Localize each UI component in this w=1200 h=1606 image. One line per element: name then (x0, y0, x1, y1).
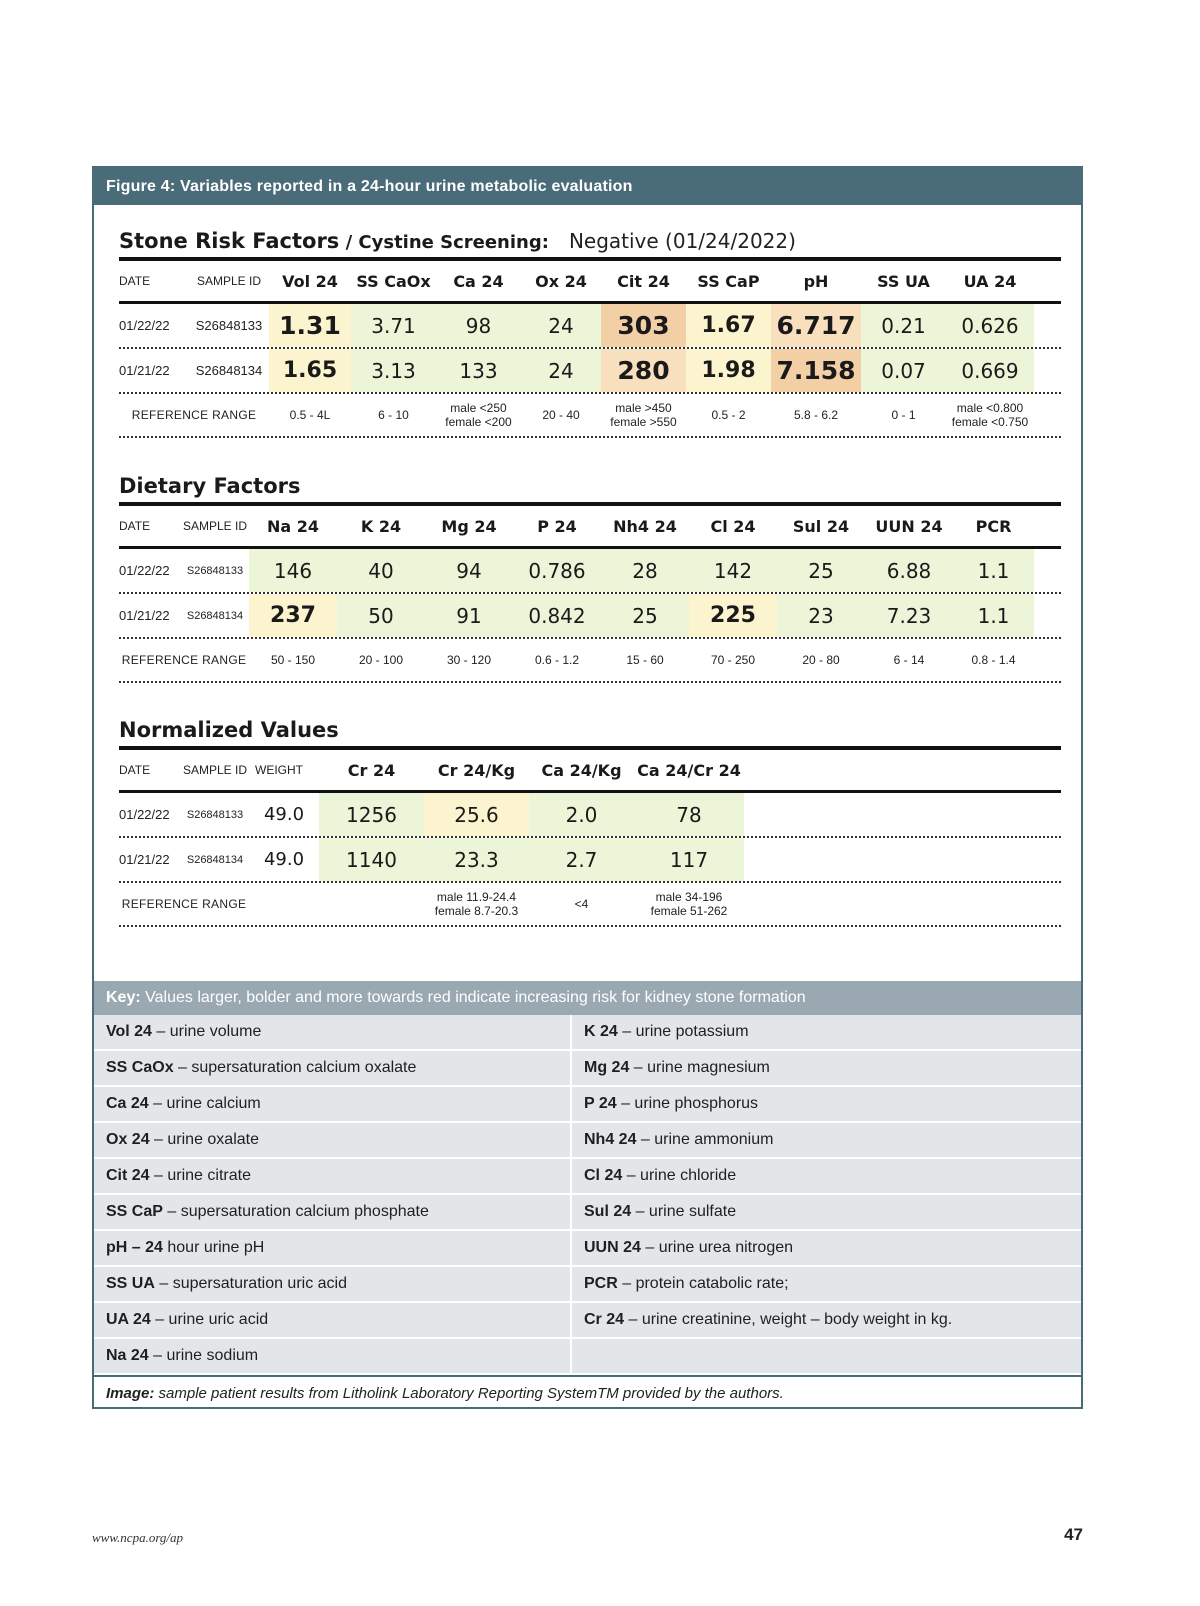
value-cell: 0.07 (861, 349, 946, 392)
cystine-screening-label: Cystine Screening: (358, 232, 549, 253)
value-cell: 78 (634, 793, 744, 836)
sample-id-header: SAMPLE ID (196, 274, 262, 288)
reference-range-row (119, 394, 1061, 438)
col-header: UUN 24 (875, 516, 943, 536)
value-cell: 6.717 (771, 304, 861, 347)
key-item: PCR – protein catabolic rate; (572, 1267, 1081, 1303)
reference-value: 0.8 - 1.4 (971, 653, 1016, 667)
key-item: Na 24 – urine sodium (94, 1339, 572, 1375)
key-item: Mg 24 – urine magnesium (572, 1051, 1081, 1087)
stone-risk-title-main: Stone Risk Factors (119, 229, 340, 253)
key-item: P 24 – urine phosphorus (572, 1087, 1081, 1123)
value-cell: 237 (249, 594, 337, 637)
table-row (119, 838, 1061, 883)
reference-value: male <250 female <200 (445, 401, 512, 429)
sample-id-header: SAMPLE ID (182, 519, 248, 533)
col-header: SS UA (877, 271, 930, 291)
key-item-empty (572, 1339, 1081, 1375)
col-header: Ox 24 (535, 271, 587, 291)
reference-value: 70 - 250 (710, 653, 756, 667)
value-cell: 23.3 (424, 838, 529, 881)
image-caption (94, 1375, 1081, 1411)
key-item: Cl 24 – urine chloride (572, 1159, 1081, 1195)
normalized-title: Normalized Values (119, 710, 1061, 750)
footer-url: www.ncpa.org/ap (92, 1530, 184, 1545)
key-item: pH – 24 hour urine pH (94, 1231, 572, 1267)
value-cell: 40 (337, 549, 425, 592)
value-cell: 7.158 (771, 349, 861, 392)
dietary-header-row (119, 506, 1061, 549)
col-header: SS CaOx (356, 271, 431, 291)
col-header: K 24 (360, 516, 402, 536)
reference-range-label: REFERENCE RANGE (121, 653, 247, 667)
key-item: Cr 24 – urine creatinine, weight – body weight in kg. (572, 1303, 1081, 1339)
key-item: SS CaOx – supersaturation calcium oxalate (94, 1051, 572, 1087)
key-item: SS UA – supersaturation uric acid (94, 1267, 572, 1303)
reference-range-label: REFERENCE RANGE (121, 897, 247, 911)
value-cell: 1.31 (269, 304, 351, 347)
date-header: DATE (119, 519, 151, 533)
table-row (119, 549, 1061, 594)
value-cell: 3.71 (351, 304, 436, 347)
row-date: 01/21/22 (119, 363, 170, 378)
reference-range-row (119, 639, 1061, 683)
stone-risk-title-sep: / (339, 232, 359, 253)
stone-header-row (119, 261, 1061, 304)
value-cell: 1140 (319, 838, 424, 881)
reference-value: 5.8 - 6.2 (793, 408, 839, 422)
col-header: Mg 24 (441, 516, 497, 536)
stone-risk-title (119, 221, 1061, 261)
row-sample-id: S26848134 (186, 853, 244, 866)
reference-value: 50 - 150 (270, 653, 316, 667)
col-header: Cit 24 (617, 271, 670, 291)
value-cell: 25 (777, 549, 865, 592)
value-cell: 7.23 (865, 594, 953, 637)
key-item: Vol 24 – urine volume (94, 1015, 572, 1051)
row-weight: 49.0 (263, 804, 305, 825)
value-cell: 3.13 (351, 349, 436, 392)
reference-value: 0.5 - 2 (711, 408, 746, 422)
caption-label: Image: (106, 1385, 155, 1402)
row-date: 01/21/22 (119, 852, 170, 867)
page-number: 47 (1064, 1525, 1083, 1544)
reference-value: 20 - 40 (542, 408, 580, 422)
key-item: Cit 24 – urine citrate (94, 1159, 572, 1195)
reference-value: male >450 female >550 (610, 401, 677, 429)
key-item: K 24 – urine potassium (572, 1015, 1081, 1051)
row-sample-id: S26848134 (186, 609, 244, 622)
value-cell: 25.6 (424, 793, 529, 836)
value-cell: 6.88 (865, 549, 953, 592)
reference-value: 6 - 10 (378, 408, 409, 422)
value-cell: 225 (689, 594, 777, 637)
value-cell: 303 (601, 304, 686, 347)
dietary-title: Dietary Factors (119, 466, 1061, 506)
reference-value: 0.6 - 1.2 (534, 653, 580, 667)
col-header: SS CaP (697, 271, 760, 291)
value-cell: 25 (601, 594, 689, 637)
figure-title: Figure 4: Variables reported in a 24-hour urine metabolic evaluation (94, 168, 1081, 205)
reference-range-label: REFERENCE RANGE (131, 408, 257, 422)
row-sample-id: S26848133 (195, 318, 263, 333)
figure-box (92, 166, 1083, 1409)
value-cell: 28 (601, 549, 689, 592)
key-item: UA 24 – urine uric acid (94, 1303, 572, 1339)
value-cell: 1.1 (953, 549, 1034, 592)
row-weight: 49.0 (263, 849, 305, 870)
value-cell: 117 (634, 838, 744, 881)
normalized-header-row (119, 750, 1061, 793)
row-date: 01/22/22 (119, 318, 170, 333)
row-date: 01/21/22 (119, 608, 170, 623)
value-cell: 91 (425, 594, 513, 637)
key-label: Key: (106, 989, 141, 1006)
value-cell: 1.67 (686, 304, 771, 347)
table-row (119, 594, 1061, 639)
dietary-section (119, 466, 1061, 683)
date-header: DATE (119, 763, 151, 777)
normalized-section (119, 710, 1061, 927)
value-cell: 0.626 (946, 304, 1034, 347)
value-cell: 1.98 (686, 349, 771, 392)
col-header: Sul 24 (792, 516, 850, 536)
value-cell: 0.669 (946, 349, 1034, 392)
value-cell: 2.0 (529, 793, 634, 836)
key-item: Nh4 24 – urine ammonium (572, 1123, 1081, 1159)
value-cell: 146 (249, 549, 337, 592)
key-header (94, 981, 1081, 1015)
row-date: 01/22/22 (119, 563, 170, 578)
row-sample-id: S26848133 (186, 564, 244, 577)
reference-value: male <0.800 female <0.750 (951, 401, 1029, 429)
col-header: P 24 (537, 516, 577, 536)
reference-value: 20 - 80 (802, 653, 840, 667)
value-cell: 142 (689, 549, 777, 592)
value-cell: 24 (521, 349, 601, 392)
reference-value: 0.5 - 4L (289, 408, 331, 422)
reference-value: <4 (574, 897, 589, 911)
value-cell: 94 (425, 549, 513, 592)
key-grid (94, 1015, 1081, 1375)
value-cell: 24 (521, 304, 601, 347)
col-header: Cl 24 (710, 516, 756, 536)
value-cell: 1.65 (269, 349, 351, 392)
col-header: Vol 24 (282, 271, 338, 291)
reference-value: 15 - 60 (626, 653, 664, 667)
value-cell: 98 (436, 304, 521, 347)
table-row (119, 793, 1061, 838)
reference-value: 20 - 100 (358, 653, 404, 667)
date-header: DATE (119, 274, 151, 288)
key-text: Values larger, bolder and more towards red indicate increasing risk for kidney stone formation (140, 989, 806, 1006)
col-header: pH (803, 271, 829, 291)
col-header: Ca 24/Cr 24 (637, 760, 741, 780)
row-sample-id: S26848133 (186, 808, 244, 821)
value-cell: 2.7 (529, 838, 634, 881)
caption-text: sample patient results from Litholink Laboratory Reporting SystemTM provided by the authors. (154, 1385, 784, 1402)
col-header: Cr 24 (347, 760, 396, 780)
key-item: Ox 24 – urine oxalate (94, 1123, 572, 1159)
key-item: SS CaP – supersaturation calcium phosphate (94, 1195, 572, 1231)
value-cell: 23 (777, 594, 865, 637)
reference-value: 30 - 120 (446, 653, 492, 667)
weight-header: WEIGHT (255, 763, 303, 777)
reference-value: male 34-196 female 51-262 (650, 890, 728, 918)
reference-value: 0 - 1 (891, 408, 916, 422)
row-date: 01/22/22 (119, 807, 170, 822)
reference-value: male 11.9-24.4 female 8.7-20.3 (434, 890, 519, 918)
value-cell: 0.842 (513, 594, 601, 637)
table-row (119, 304, 1061, 349)
value-cell: 0.786 (513, 549, 601, 592)
col-header: Na 24 (266, 516, 320, 536)
reference-value (319, 883, 424, 925)
col-header: Nh4 24 (613, 516, 677, 536)
value-cell: 50 (337, 594, 425, 637)
col-header: Ca 24/Kg (541, 760, 622, 780)
col-header: UA 24 (963, 271, 1017, 291)
figure-content (94, 205, 1081, 981)
key-item: Sul 24 – urine sulfate (572, 1195, 1081, 1231)
value-cell: 280 (601, 349, 686, 392)
value-cell: 133 (436, 349, 521, 392)
key-item: UUN 24 – urine urea nitrogen (572, 1231, 1081, 1267)
reference-range-row (119, 883, 1061, 927)
value-cell: 1256 (319, 793, 424, 836)
table-row (119, 349, 1061, 394)
col-header: Ca 24 (453, 271, 504, 291)
col-header: Cr 24/Kg (437, 760, 516, 780)
value-cell: 0.21 (861, 304, 946, 347)
col-header: PCR (975, 516, 1012, 536)
stone-risk-section (119, 221, 1061, 438)
value-cell: 1.1 (953, 594, 1034, 637)
key-item: Ca 24 – urine calcium (94, 1087, 572, 1123)
reference-value: 6 - 14 (893, 653, 925, 667)
row-sample-id: S26848134 (195, 363, 263, 378)
sample-id-header: SAMPLE ID (182, 763, 248, 777)
cystine-screening-result: Negative (01/24/2022) (568, 229, 796, 253)
